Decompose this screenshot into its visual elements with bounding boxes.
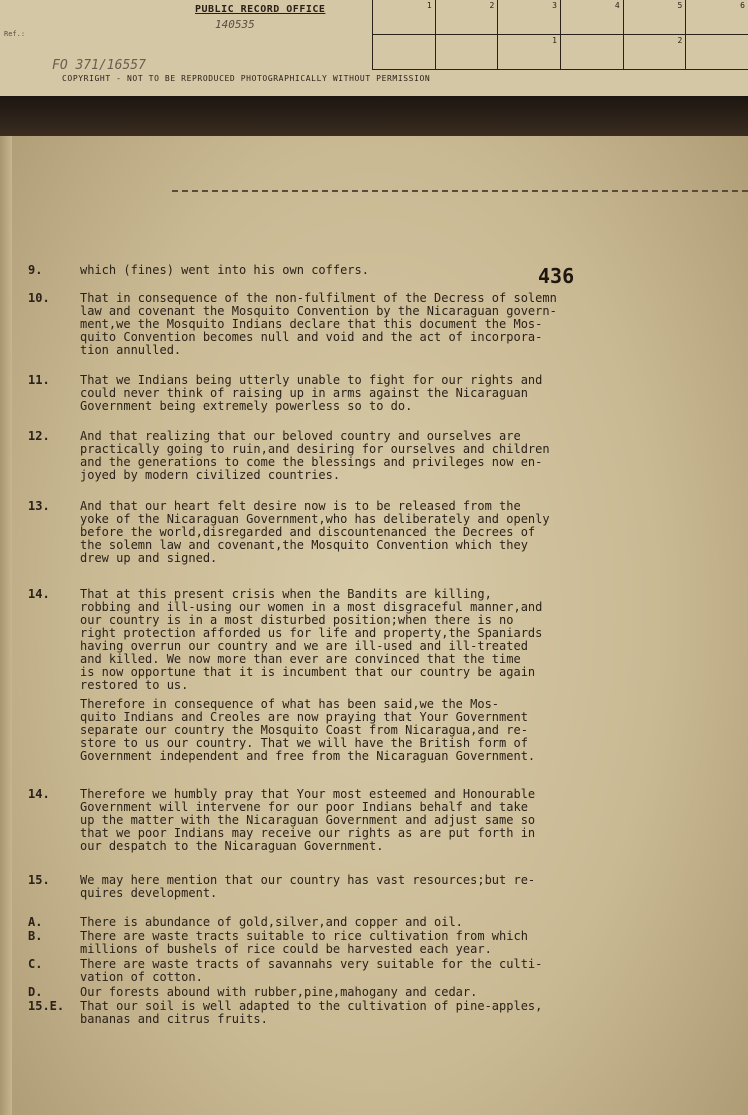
paragraph-number: D.	[28, 985, 43, 999]
grid-cell: 2	[435, 0, 498, 35]
paragraph-number: B.	[28, 929, 43, 943]
paragraph-text: which (fines) went into his own coffers.	[80, 263, 369, 277]
paragraph-text: Therefore in consequence of what has been said,we the Mos- quito Indians and Creoles are now praying that Your Government separate our country the Mosquito Coast from Nicaragua,and re- store to us our country. That we will have the British form of Government independent and free from the Nicaraguan Government.	[80, 697, 536, 763]
page-number: 436	[538, 264, 575, 288]
paragraph-text: That our soil is well adapted to the cultivation of pine-apples, bananas and citrus fruits.	[80, 999, 543, 1026]
paragraph-text: There is abundance of gold,silver,and copper and oil.	[80, 915, 463, 929]
grid-cell: 5	[623, 0, 686, 35]
paragraph-text: And that our heart felt desire now is to be released from the yoke of the Nicaraguan Government,who has deliberately and openly before the world,disregarded and discountenanced the Decrees of the solemn law and covenant,the Mosquito Convention which they drew up and signed.	[80, 499, 550, 565]
paragraph-text: That we Indians being utterly unable to fight for our rights and could never think of raising up in arms against the Nicaraguan Government being extremely powerless so to do.	[80, 373, 543, 413]
paragraph-text: There are waste tracts suitable to rice cultivation from which millions of bushels of rice could be harvested each year.	[80, 929, 528, 956]
paragraph-number: 10.	[28, 291, 50, 305]
paragraph-text: And that realizing that our beloved country and ourselves are practically going to ruin,and desiring for ourselves and children and the generations to come the blessings and privileges now en- joyed by modern civilized countries.	[80, 429, 550, 482]
paragraph-number: 9.	[28, 263, 43, 277]
paragraph-number: 13.	[28, 499, 50, 513]
paragraph-text: Therefore we humbly pray that Your most esteemed and Honourable Government will intervene for our poor Indians behalf and take up the matter with the Nicaraguan Government and adjust same so that we poor Indians may receive our rights as are put forth in our despatch to the Nicaraguan Government.	[80, 787, 536, 853]
stamp-copyright: COPYRIGHT - NOT TO BE REPRODUCED PHOTOGRAPHICALLY WITHOUT PERMISSION	[62, 74, 431, 83]
torn-edge-divider	[172, 190, 748, 198]
paragraph-number: A.	[28, 915, 43, 929]
stamp-ref-label: Ref.:	[4, 30, 26, 38]
paragraph-number: 12.	[28, 429, 50, 443]
stamp-reference: 140535	[215, 18, 255, 31]
paragraph-number: C.	[28, 957, 43, 971]
stamp-grid	[372, 0, 748, 70]
paragraph-text: That in consequence of the non-fulfilment of the Decress of solemn law and covenant the Mosquito Convention by the Nicaraguan govern- ment,we the Mosquito Indians declare that this document the Mos- quito Convention becomes null and void and the act of incorpora- tion annulled.	[80, 291, 557, 357]
grid-cell: 1	[372, 0, 435, 35]
grid-cell	[560, 35, 623, 70]
grid-cell	[435, 35, 498, 70]
paragraph-number: 14.	[28, 587, 50, 601]
grid-cell: 3	[497, 0, 560, 35]
binding-edge	[0, 136, 12, 1115]
typed-page	[28, 262, 728, 1092]
stamp-handwritten-ref: FO 371/16557	[52, 58, 146, 73]
paragraph-number: 15.	[28, 873, 50, 887]
paragraph-number: 11.	[28, 373, 50, 387]
paragraph-text: That at this present crisis when the Bandits are killing, robbing and ill-using our women in a most disgraceful manner,and our country is in a most disturbed position;when there is no right protection afforded us for life and property,the Spaniards having overrun our country and we are ill-used and ill-treated and killed. We now more than ever are convinced that the time is now opportune that it is incumbent that our country be again restored to us.	[80, 587, 543, 692]
paragraph-number: 14.	[28, 787, 50, 801]
record-office-stamp	[0, 0, 748, 98]
grid-cell: 2	[623, 35, 686, 70]
grid-cell: 1	[497, 35, 560, 70]
grid-cell: 6	[685, 0, 748, 35]
grid-cell	[685, 35, 748, 70]
paragraph-text: We may here mention that our country has vast resources;but re- quires development.	[80, 873, 536, 900]
grid-cell	[372, 35, 435, 70]
stamp-title: PUBLIC RECORD OFFICE	[195, 4, 326, 15]
grid-cell: 4	[560, 0, 623, 35]
paragraph-text: Our forests abound with rubber,pine,mahogany and cedar.	[80, 985, 478, 999]
paragraph-number: 15.E.	[28, 999, 65, 1013]
paragraph-text: There are waste tracts of savannahs very suitable for the culti- vation of cotton.	[80, 957, 543, 984]
binding-shadow	[0, 96, 748, 136]
